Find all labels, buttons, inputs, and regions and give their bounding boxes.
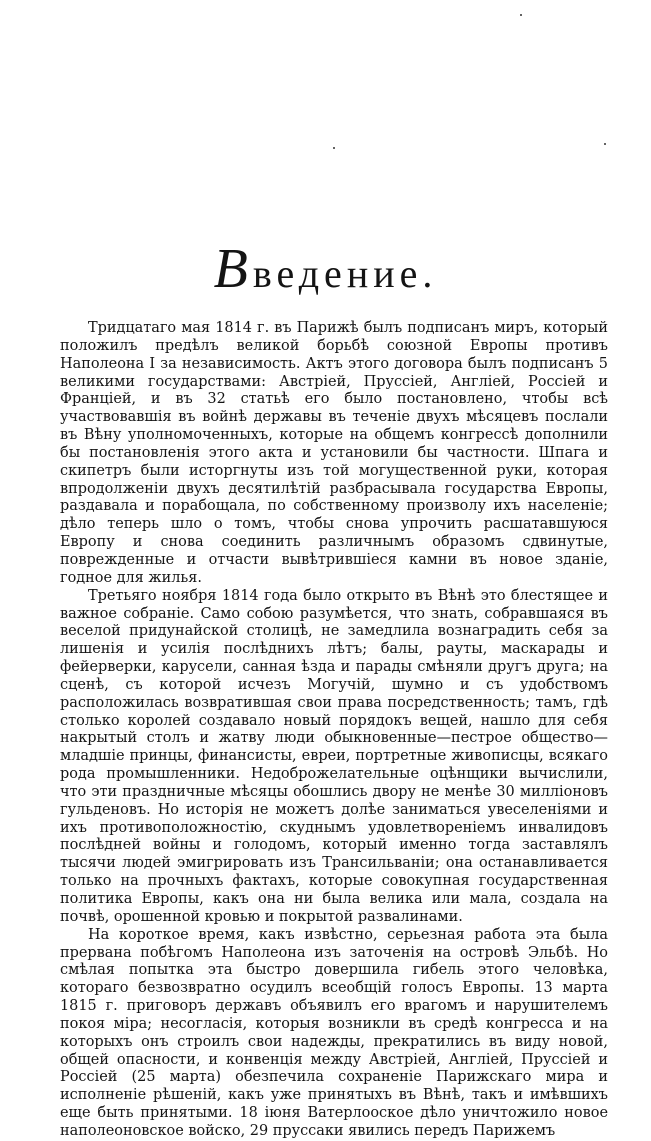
paragraph: Тридцатаго мая 1814 г. въ Парижѣ былъ подписанъ миръ, который положилъ предѣлъ великой борьбѣ союзной Европы противъ Наполеона I за независимость. Актъ этого договора былъ подписанъ 5 великими государствами: Австріей, Пруссіей, Англіей, Россіей и Франціей, и въ 32 статьѣ его было постановлено, чтобы всѣ участвовавшія въ войнѣ державы въ теченіе двухъ мѣсяцевъ послали въ Вѣну уполномоченныхъ, которые на общемъ конгрессѣ дополнили бы постановленія этого акта и установили бы частности. Шпага и скипетръ были исторгнуты изъ той могущественной руки, которая впродолженіи двухъ десятилѣтій разбрасывала государства Европы, раздавала и порабощала, по собственному произволу ихъ населеніе; дѣло теперь шло о томъ, чтобы снова упрочить расшатавшуюся Европу и снова соединить различнымъ образомъ сдвинутые, поврежденные и отчасти вывѣтрившіеся камни въ новое зданіе, годное для жилья.	[60, 320, 608, 586]
paragraph: Третьяго ноября 1814 года было открыто въ Вѣнѣ это блестящее и важное собраніе. Само собою разумѣется, что знать, собравшаяся въ веселой придунайской столицѣ, не замедлила вознаградить себя за лишенія и усилія послѣднихъ лѣтъ; балы, рауты, маскарады и фейерверки, карусели, санная ѣзда и парады смѣняли другъ друга; на сценѣ, съ которой исчезъ Могучій, шумно и съ удобствомъ расположилась возвратившая свои права посредственность; тамъ, гдѣ столько королей создавало новый порядокъ вещей, нашло для себя накрытый столъ и жатву люди обыкновенные—пестрое общество—младшіе принцы, финансисты, евреи, портретные живописцы, всякаго рода промышленники. Недоброжелательные оцѣнщики вычислили, что эти праздничные мѣсяцы обошлись двору не менѣе 30 милліоновъ гульденовъ. Но исторія не можетъ долѣе заниматься увеселеніями и ихъ противоположностію, скуднымъ удовлетвореніемъ инвалидовъ послѣдней войны и голодомъ, который именно тогда заставлялъ тысячи людей эмигрировать изъ Трансильваніи; она останавливается только на прочныхъ фактахъ, которые совокупная государственная политика Европы, какъ она ни была велика или мала, создала на почвѣ, орошенной кровью и покрытой развалинами.	[60, 587, 608, 925]
page-speck	[333, 147, 335, 149]
page-speck	[604, 143, 606, 145]
page-speck	[520, 14, 522, 16]
title-rest: ведение.	[252, 251, 438, 296]
chapter-title	[0, 238, 651, 300]
body-text	[60, 320, 608, 1141]
paragraph: На короткое время, какъ извѣстно, серьезная работа эта была прервана побѣгомъ Наполеона изъ заточенія на островѣ Эльбѣ. Но смѣлая попытка эта быстро довершила гибель этого человѣка, котораго безвозвратно осудилъ всеобщій голосъ Европы. 13 марта 1815 г. приговоръ державъ объявилъ его врагомъ и нарушителемъ покоя міра; несогласія, которыя возникли въ средѣ конгресса и на которыхъ онъ строилъ свои надежды, прекратились въ виду новой, общей опасности, и конвенція между Австріей, Англіей, Пруссіей и Россіей (25 марта) обезпечила сохраненіе Парижскаго мира и исполненіе рѣшеній, какъ уже принятыхъ въ Вѣнѣ, такъ и имѣвшихъ еще быть принятыми. 18 іюня Ватерлооское дѣло уничтожило новое наполеоновское войско, 29 пруссаки явились передъ Парижемъ	[60, 926, 608, 1139]
title-initial: В	[213, 238, 253, 300]
